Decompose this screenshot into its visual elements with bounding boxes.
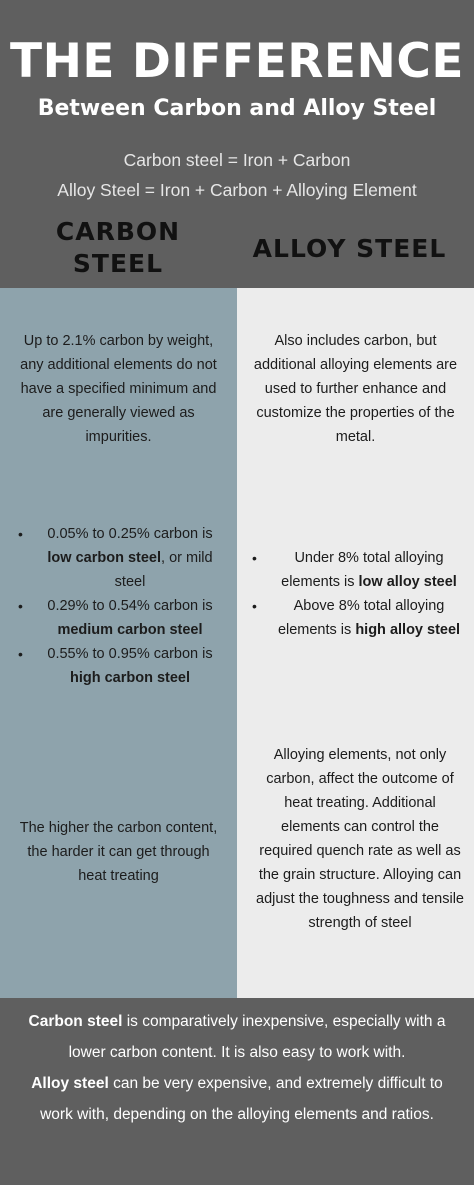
grade-range: Under 8% total alloying elements is (281, 550, 444, 590)
list-item (252, 594, 462, 642)
grade-name: medium carbon steel (57, 622, 203, 638)
grade-name: high alloy steel (355, 622, 461, 638)
carbon-cost-text: is comparatively inexpensive, especially with a lower carbon content. It is also easy to work with. (68, 1013, 446, 1061)
carbon-steel-heading-line1: CARBON (55, 217, 181, 246)
carbon-steel-term: Carbon steel (28, 1013, 123, 1030)
grade-range: 0.29% to 0.54% carbon is (47, 598, 213, 614)
grade-range: Above 8% total alloying elements is (277, 598, 445, 638)
alloy-grades-list (252, 546, 462, 642)
grade-suffix: , or mild steel (114, 550, 213, 590)
page-subtitle: Between Carbon and Alloy Steel (37, 96, 437, 121)
alloy-definition: Also includes carbon, but additional alloying elements are used to further enhance and customize the properties of the metal. (253, 333, 458, 445)
carbon-steel-equation: Carbon steel = Iron + Carbon (123, 150, 351, 170)
list-item (18, 522, 218, 594)
alloy-cost-text: can be very expensive, and extremely difficult to work with, depending on the alloying elements and ratios. (40, 1075, 443, 1123)
carbon-heat-treating: The higher the carbon content, the harder it can get through heat treating (19, 820, 218, 884)
alloy-steel-equation: Alloy Steel = Iron + Carbon + Alloying Element (57, 180, 417, 200)
carbon-grades-list (18, 522, 218, 690)
grade-name: high carbon steel (69, 670, 191, 686)
alloy-steel-term: Alloy steel (31, 1075, 109, 1092)
carbon-steel-heading (18, 216, 218, 280)
grade-name: low alloy steel (358, 574, 457, 590)
page-title: THE DIFFERENCE (10, 34, 464, 89)
alloy-heat-treating: Alloying elements, not only carbon, affect the outcome of heat treating. Additional elements can control the required quench rate as well as the grain structure. Alloying can adjust the toughness and tensile strength of steel (256, 747, 464, 931)
alloy-steel-heading: ALLOY STEEL (252, 234, 447, 263)
list-item (18, 594, 218, 642)
cost-summary (20, 1006, 454, 1130)
carbon-steel-heading-line2: STEEL (72, 249, 164, 278)
grade-range: 0.05% to 0.25% carbon is (47, 526, 213, 542)
list-item (18, 642, 218, 690)
carbon-definition: Up to 2.1% carbon by weight, any additional elements do not have a specified minimum and are generally viewed as impurities. (20, 333, 217, 445)
grade-range: 0.55% to 0.95% carbon is (47, 646, 213, 662)
list-item (252, 546, 462, 594)
grade-name: low carbon steel (47, 550, 162, 566)
